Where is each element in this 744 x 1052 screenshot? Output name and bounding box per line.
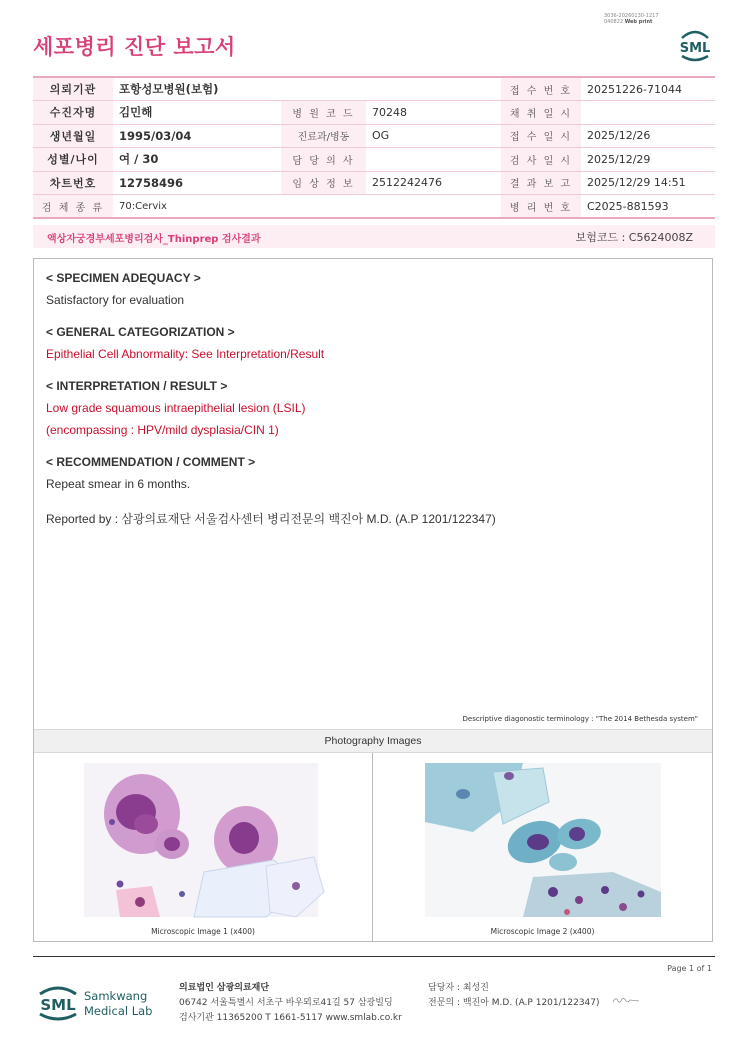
footer-logo-text: SML <box>40 996 76 1014</box>
birth-label: 생년월일 <box>33 124 113 148</box>
reported-by: Reported by : 삼광의료재단 서울검사센터 병리전문의 백진아 M.D. (A.P 1201/122347) <box>46 512 496 526</box>
clinical-label: 임 상 정 보 <box>281 171 366 195</box>
client-value: 포항성모병원(보험) <box>113 77 501 101</box>
patient-value: 김민해 <box>113 101 281 125</box>
receipt-no-value: 20251226-71044 <box>581 77 715 101</box>
interpretation-line2: (encompassing : HPV/mild dysplasia/CIN 1) <box>46 423 279 437</box>
document-code-line2: 040822 <box>604 19 624 25</box>
table-row <box>33 124 715 148</box>
patient-label: 수진자명 <box>33 101 113 125</box>
exam-title-bar <box>33 225 715 248</box>
sml-logo-icon <box>676 24 714 64</box>
table-row <box>33 171 715 195</box>
doctor-label: 담 당 의 사 <box>281 148 366 172</box>
hospital-code-label: 병 원 코 드 <box>281 101 366 125</box>
page-number: Page 1 of 1 <box>667 964 712 973</box>
footer-staff-info <box>428 981 600 1011</box>
pathology-no-value: C2025-881593 <box>581 195 715 219</box>
signature-icon <box>612 995 640 1005</box>
report-date-value: 2025/12/29 14:51 <box>581 171 715 195</box>
org-address: 06742 서울특별시 서초구 바우뫼로41길 57 삼광빌딩 <box>179 998 393 1008</box>
org-name: 의료법인 삼광의료재단 <box>179 983 270 993</box>
sex-age-label: 성별/나이 <box>33 148 113 172</box>
recommendation-heading: < RECOMMENDATION / COMMENT > <box>46 455 256 469</box>
web-print-label: Web print <box>624 19 653 25</box>
microscopic-image-2[interactable] <box>373 762 712 918</box>
dept-value: OG <box>366 124 501 148</box>
microscopic-image-1[interactable] <box>34 762 373 918</box>
footer-divider <box>33 956 715 957</box>
collect-date-value <box>581 101 715 125</box>
specialist-line: 전문의 : 백진아 M.D. (A.P 1201/122347) <box>428 998 600 1008</box>
exam-date-label: 검 사 일 시 <box>501 148 581 172</box>
recommendation-text: Repeat smear in 6 months. <box>46 477 191 491</box>
chart-value: 12758496 <box>113 171 281 195</box>
exam-date-value: 2025/12/29 <box>581 148 715 172</box>
adequacy-text: Satisfactory for evaluation <box>46 293 185 307</box>
hospital-code-value: 70248 <box>366 101 501 125</box>
birth-value: 1995/03/04 <box>113 124 281 148</box>
interpretation-line1: Low grade squamous intraepithelial lesion (LSIL) <box>46 401 306 415</box>
footer-org-info <box>179 981 402 1026</box>
sex-age-value: 여 / 30 <box>113 148 281 172</box>
table-row <box>33 101 715 125</box>
specimen-value: 70:Cervix <box>113 195 501 219</box>
sml-logo-text: SML <box>679 41 711 56</box>
page-title: 세포병리 진단 보고서 <box>33 35 236 59</box>
brand-line1: Samkwang <box>84 989 148 1003</box>
photo-panel-2 <box>373 753 712 941</box>
dept-label: 진료과/병동 <box>281 124 366 148</box>
table-row <box>33 148 715 172</box>
clinical-value: 2512242476 <box>366 171 501 195</box>
pathology-no-label: 병 리 번 호 <box>501 195 581 219</box>
receipt-date-label: 접 수 일 시 <box>501 124 581 148</box>
result-box <box>33 258 713 942</box>
image2-caption: Microscopic Image 2 (x400) <box>490 927 595 936</box>
patient-info-table <box>33 76 715 219</box>
table-row <box>33 77 715 101</box>
report-date-label: 결 과 보 고 <box>501 171 581 195</box>
image1-caption: Microscopic Image 1 (x400) <box>151 927 255 936</box>
insurance-code: 보험코드 : C5624008Z <box>575 231 693 244</box>
terminology-note: Descriptive diagonostic terminology : "The 2014 Bethesda system" <box>462 715 698 723</box>
chart-label: 차트번호 <box>33 171 113 195</box>
category-text: Epithelial Cell Abnormality: See Interpretation/Result <box>46 347 325 361</box>
brand-line2: Medical Lab <box>84 1004 153 1018</box>
client-label: 의뢰기관 <box>33 77 113 101</box>
collect-date-label: 채 취 일 시 <box>501 101 581 125</box>
document-code <box>604 13 659 25</box>
doctor-value <box>366 148 501 172</box>
result-text <box>46 271 496 527</box>
samkwang-logo-icon <box>38 980 178 1024</box>
org-contact: 검사기관 11365200 T 1661-5117 www.smlab.co.kr <box>179 1013 402 1023</box>
photo-panel-1 <box>34 753 373 941</box>
table-row <box>33 195 715 219</box>
exam-name: 액상자궁경부세포병리검사_Thinprep 검사결과 <box>47 234 261 245</box>
document-code-line1: 3036-20260130-1217 <box>604 13 659 19</box>
receipt-no-label: 접 수 번 호 <box>501 77 581 101</box>
receipt-date-value: 2025/12/26 <box>581 124 715 148</box>
manager-line: 담당자 : 최성진 <box>428 983 489 993</box>
photo-section-title: Photography Images <box>34 729 712 753</box>
adequacy-heading: < SPECIMEN ADEQUACY > <box>46 271 201 285</box>
specimen-label: 검 체 종 류 <box>33 195 113 219</box>
interpretation-heading: < INTERPRETATION / RESULT > <box>46 379 228 393</box>
category-heading: < GENERAL CATEGORIZATION > <box>46 325 235 339</box>
